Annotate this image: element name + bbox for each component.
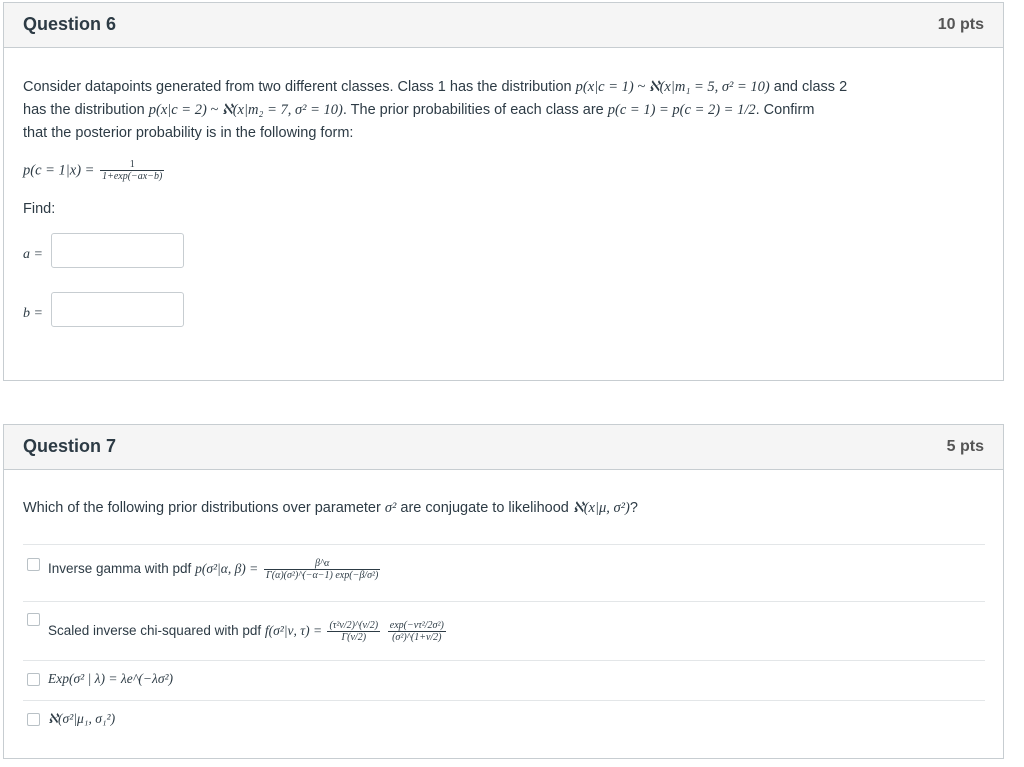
option-1-frac-den: Γ(α)(σ²)^(−α−1) exp(−β/σ²) xyxy=(266,570,379,581)
q7-prompt-sigma: σ² xyxy=(384,500,397,516)
q6-line3-text: that the posterior probability is in the following form: xyxy=(23,125,354,141)
option-2-frac2-num: exp(−ντ²/2σ²) xyxy=(389,620,444,631)
posterior-formula xyxy=(23,159,166,182)
b-input[interactable] xyxy=(51,292,184,327)
option-1-frac-num: β^α xyxy=(314,558,330,569)
find-label: Find: xyxy=(23,201,56,217)
option-1-label: Inverse gamma with pdf xyxy=(48,561,196,577)
q7-prompt-text: Which of the following prior distributions over parameter xyxy=(23,500,385,516)
option-1-checkbox[interactable] xyxy=(27,558,40,571)
question-6-title: Question 6 xyxy=(23,14,117,34)
option-2-checkbox[interactable] xyxy=(27,613,40,626)
q6-line2-text: has the distribution xyxy=(23,102,149,118)
question-7-points: 5 pts xyxy=(946,438,984,455)
option-inverse-gamma[interactable] xyxy=(23,544,985,602)
q6-class2-dist: p(x|c = 2) ~ ℵ(x|m₂ = 7, σ² = 10) xyxy=(148,102,343,118)
option-scaled-inverse-chi-squared[interactable] xyxy=(23,601,985,661)
option-2-math: f(σ²|ν, τ) = xyxy=(264,623,326,639)
formula-numerator: 1 xyxy=(129,159,135,170)
q6-class1-dist: p(x|c = 1) ~ ℵ(x|m₁ = 5, σ² = 10) xyxy=(575,79,770,95)
q7-prompt-likelihood: ℵ(x|μ, σ²) xyxy=(572,500,630,516)
option-1-content xyxy=(48,558,382,581)
option-exponential[interactable] xyxy=(23,660,985,701)
option-2-content xyxy=(48,620,448,643)
q6-line1-text: Consider datapoints generated from two different classes. Class 1 has the distribution xyxy=(23,79,576,95)
option-2-label: Scaled inverse chi-squared with pdf xyxy=(48,623,265,639)
question-7-title: Question 7 xyxy=(23,436,117,456)
formula-fraction xyxy=(100,159,164,182)
option-2-frac1-den: Γ(ν/2) xyxy=(327,631,380,643)
option-2-frac1-num: (τ²ν/2)^(ν/2) xyxy=(329,620,379,631)
option-3-checkbox[interactable] xyxy=(27,673,40,686)
question-6-line-3 xyxy=(23,125,353,141)
question-7-header xyxy=(4,425,1003,470)
option-normal[interactable] xyxy=(23,700,985,741)
question-7-card xyxy=(3,424,1004,759)
question-6-line-1 xyxy=(23,79,847,96)
q6-line2-text2: . The prior probabilities of each class are xyxy=(342,102,608,118)
option-2-frac2-den: (σ²)^(1+ν/2) xyxy=(388,631,446,643)
option-1-math: p(σ²|α, β) = xyxy=(195,561,259,577)
formula-lhs: p(c = 1|x) = xyxy=(23,162,99,179)
question-7-prompt xyxy=(23,500,638,517)
option-2-fraction-1 xyxy=(327,620,380,643)
q6-line1-text2: and class 2 xyxy=(769,79,848,95)
question-6-header xyxy=(4,3,1003,48)
question-6-line-2 xyxy=(23,102,814,119)
q6-prior: p(c = 1) = p(c = 2) = 1/2 xyxy=(607,102,756,118)
option-1-fraction xyxy=(264,558,380,581)
option-2-fraction-2 xyxy=(388,620,446,643)
option-4-math: ℵ(σ²|μ₁, σ₁²) xyxy=(48,711,116,726)
question-6-points: 10 pts xyxy=(937,16,984,33)
q7-prompt-end: ? xyxy=(629,500,638,516)
option-4-checkbox[interactable] xyxy=(27,713,40,726)
b-label: b = xyxy=(23,306,43,321)
option-3-math: Exp(σ² | λ) = λe^(−λσ²) xyxy=(48,671,174,686)
q7-prompt-text2: are conjugate to likelihood xyxy=(396,500,573,516)
formula-denominator: 1+exp(−ax−b) xyxy=(102,171,163,182)
q6-line2-text3: . Confirm xyxy=(755,102,815,118)
a-label: a = xyxy=(23,247,43,262)
question-6-card xyxy=(3,2,1004,381)
a-input[interactable] xyxy=(51,233,184,268)
